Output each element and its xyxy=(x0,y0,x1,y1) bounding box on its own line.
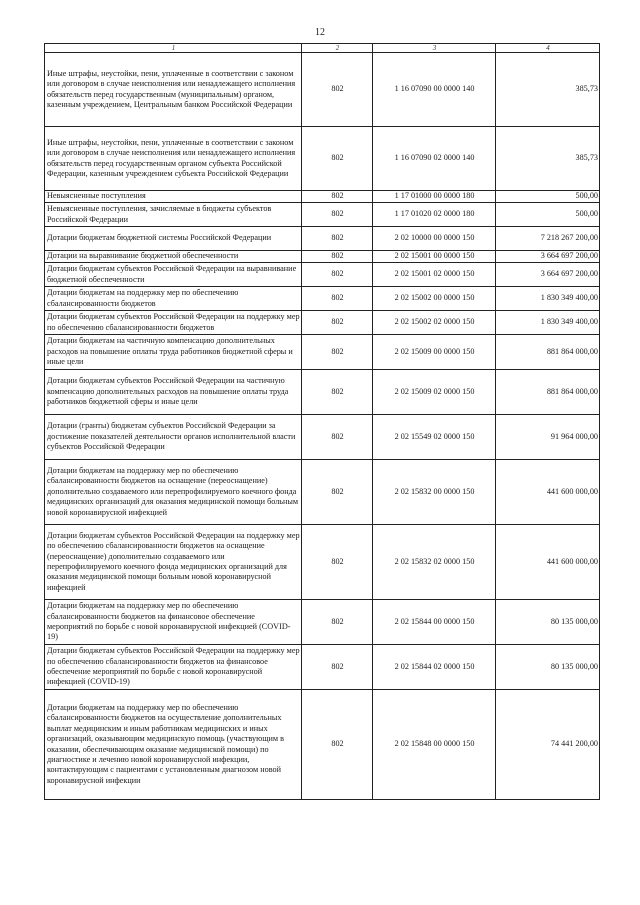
column-number: 2 xyxy=(302,44,373,53)
row-name-cell: Невыясненные поступления, зачисляемые в бюджеты субъектов Российской Федерации xyxy=(45,203,302,227)
table-row xyxy=(45,191,600,203)
row-budget-code-cell: 2 02 15832 02 0000 150 xyxy=(373,525,496,600)
row-admin-code-cell: 802 xyxy=(302,227,373,251)
row-budget-code-cell: 2 02 15549 02 0000 150 xyxy=(373,415,496,460)
row-name-cell: Дотации бюджетам на поддержку мер по обеспечению сбалансированности бюджетов на финансовое обеспечение мероприятий по борьбе с новой коронавирусной инфекцией (COVID-19) xyxy=(45,600,302,645)
row-name-cell: Иные штрафы, неустойки, пени, уплаченные в соответствии с законом или договором в случае неисполнения или ненадлежащего исполнения обязательств перед государственным органом субъекта Российской Федерации, казенным учреждением субъекта Российской Федерации xyxy=(45,127,302,191)
column-number-row xyxy=(45,44,600,53)
row-amount-cell: 1 830 349 400,00 xyxy=(496,287,600,311)
row-budget-code-cell: 2 02 10000 00 0000 150 xyxy=(373,227,496,251)
row-amount-cell: 385,73 xyxy=(496,53,600,127)
row-budget-code-cell: 2 02 15009 00 0000 150 xyxy=(373,335,496,370)
table-row xyxy=(45,227,600,251)
row-name-cell: Дотации бюджетам субъектов Российской Федерации на выравнивание бюджетной обеспеченности xyxy=(45,263,302,287)
row-name-cell: Дотации бюджетам на поддержку мер по обеспечению сбалансированности бюджетов на оснащение (переоснащение) дополнительно создаваемого или перепрофилируемого коечного фонда медицинских организаций для оказания медицинской помощи больным новой коронавирусной инфекцией xyxy=(45,460,302,525)
row-admin-code-cell: 802 xyxy=(302,600,373,645)
row-admin-code-cell: 802 xyxy=(302,127,373,191)
table-row xyxy=(45,203,600,227)
row-amount-cell: 1 830 349 400,00 xyxy=(496,311,600,335)
row-admin-code-cell: 802 xyxy=(302,690,373,800)
row-name-cell: Дотации бюджетам бюджетной системы Российской Федерации xyxy=(45,227,302,251)
row-admin-code-cell: 802 xyxy=(302,203,373,227)
row-amount-cell: 91 964 000,00 xyxy=(496,415,600,460)
row-amount-cell: 7 218 267 200,00 xyxy=(496,227,600,251)
table-row xyxy=(45,415,600,460)
row-admin-code-cell: 802 xyxy=(302,370,373,415)
row-name-cell: Дотации бюджетам на частичную компенсацию дополнительных расходов на повышение оплаты труда работников бюджетной сферы и иные цели xyxy=(45,335,302,370)
row-budget-code-cell: 2 02 15832 00 0000 150 xyxy=(373,460,496,525)
row-name-cell: Дотации бюджетам субъектов Российской Федерации на частичную компенсацию дополнительных расходов на повышение оплаты труда работников бюджетной сферы и иные цели xyxy=(45,370,302,415)
row-name-cell: Дотации бюджетам на поддержку мер по обеспечению сбалансированности бюджетов на осуществление дополнительных выплат медицинским и иным работникам медицинских и иных организаций, оказывающим медицинскую помощь (участвующим в оказании, обеспечивающим оказание медицинской помощи) по диагностике и лечению новой коронавирусной инфекции, контактирующим с пациентами с установленным диагнозом новой коронавирусной инфекции xyxy=(45,690,302,800)
table-body xyxy=(45,53,600,800)
table-row xyxy=(45,263,600,287)
row-name-cell: Дотации (гранты) бюджетам субъектов Российской Федерации за достижение показателей деятельности органов исполнительной власти субъектов Российской Федерации xyxy=(45,415,302,460)
row-amount-cell: 80 135 000,00 xyxy=(496,645,600,690)
row-admin-code-cell: 802 xyxy=(302,335,373,370)
table-row xyxy=(45,370,600,415)
row-admin-code-cell: 802 xyxy=(302,53,373,127)
row-admin-code-cell: 802 xyxy=(302,287,373,311)
row-admin-code-cell: 802 xyxy=(302,460,373,525)
row-name-cell: Дотации бюджетам субъектов Российской Федерации на поддержку мер по обеспечению сбалансированности бюджетов xyxy=(45,311,302,335)
table-row xyxy=(45,53,600,127)
row-budget-code-cell: 1 17 01020 02 0000 180 xyxy=(373,203,496,227)
row-admin-code-cell: 802 xyxy=(302,191,373,203)
table-row xyxy=(45,127,600,191)
row-name-cell: Дотации на выравнивание бюджетной обеспеченности xyxy=(45,251,302,263)
row-name-cell: Невыясненные поступления xyxy=(45,191,302,203)
row-admin-code-cell: 802 xyxy=(302,645,373,690)
table-row xyxy=(45,690,600,800)
table-row xyxy=(45,645,600,690)
row-amount-cell: 441 600 000,00 xyxy=(496,525,600,600)
budget-revenue-table xyxy=(44,43,600,800)
row-budget-code-cell: 1 16 07090 00 0000 140 xyxy=(373,53,496,127)
row-admin-code-cell: 802 xyxy=(302,311,373,335)
row-budget-code-cell: 2 02 15001 02 0000 150 xyxy=(373,263,496,287)
row-budget-code-cell: 2 02 15002 00 0000 150 xyxy=(373,287,496,311)
row-amount-cell: 881 864 000,00 xyxy=(496,335,600,370)
row-name-cell: Дотации бюджетам субъектов Российской Федерации на поддержку мер по обеспечению сбалансированности бюджетов на оснащение (переоснащение) дополнительно создаваемого или перепрофилируемого коечного фонда медицинских организаций для оказания медицинской помощи больным новой коронавирусной инфекцией xyxy=(45,525,302,600)
row-amount-cell: 74 441 200,00 xyxy=(496,690,600,800)
row-budget-code-cell: 2 02 15009 02 0000 150 xyxy=(373,370,496,415)
row-amount-cell: 500,00 xyxy=(496,203,600,227)
row-budget-code-cell: 2 02 15002 02 0000 150 xyxy=(373,311,496,335)
row-budget-code-cell: 2 02 15001 00 0000 150 xyxy=(373,251,496,263)
table-row xyxy=(45,600,600,645)
row-amount-cell: 500,00 xyxy=(496,191,600,203)
table-row xyxy=(45,311,600,335)
page-number: 12 xyxy=(315,27,325,38)
row-budget-code-cell: 2 02 15848 00 0000 150 xyxy=(373,690,496,800)
row-budget-code-cell: 2 02 15844 00 0000 150 xyxy=(373,600,496,645)
row-amount-cell: 80 135 000,00 xyxy=(496,600,600,645)
row-amount-cell: 3 664 697 200,00 xyxy=(496,251,600,263)
row-admin-code-cell: 802 xyxy=(302,415,373,460)
row-budget-code-cell: 2 02 15844 02 0000 150 xyxy=(373,645,496,690)
row-amount-cell: 881 864 000,00 xyxy=(496,370,600,415)
column-number: 3 xyxy=(373,44,496,53)
row-budget-code-cell: 1 16 07090 02 0000 140 xyxy=(373,127,496,191)
row-amount-cell: 441 600 000,00 xyxy=(496,460,600,525)
row-admin-code-cell: 802 xyxy=(302,251,373,263)
table-row xyxy=(45,287,600,311)
table-row xyxy=(45,525,600,600)
row-admin-code-cell: 802 xyxy=(302,263,373,287)
table-row xyxy=(45,251,600,263)
row-budget-code-cell: 1 17 01000 00 0000 180 xyxy=(373,191,496,203)
table-row xyxy=(45,335,600,370)
column-number: 4 xyxy=(496,44,600,53)
row-admin-code-cell: 802 xyxy=(302,525,373,600)
row-name-cell: Дотации бюджетам на поддержку мер по обеспечению сбалансированности бюджетов xyxy=(45,287,302,311)
row-amount-cell: 3 664 697 200,00 xyxy=(496,263,600,287)
row-name-cell: Дотации бюджетам субъектов Российской Федерации на поддержку мер по обеспечению сбалансированности бюджетов на финансовое обеспечение мероприятий по борьбе с новой коронавирусной инфекцией (COVID-19) xyxy=(45,645,302,690)
table-row xyxy=(45,460,600,525)
row-amount-cell: 385,73 xyxy=(496,127,600,191)
column-number: 1 xyxy=(45,44,302,53)
row-name-cell: Иные штрафы, неустойки, пени, уплаченные в соответствии с законом или договором в случае неисполнения или ненадлежащего исполнения обязательств перед государственным (муниципальным) органом, казенным учреждением, Центральным банком Российской Федерации xyxy=(45,53,302,127)
